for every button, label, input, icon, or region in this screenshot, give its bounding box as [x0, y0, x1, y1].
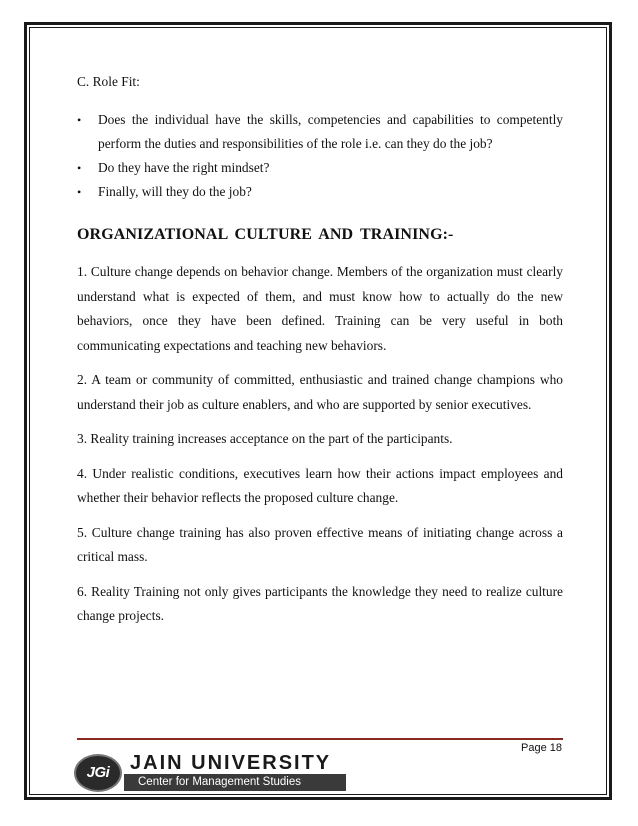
role-fit-bullet-mindset: [77, 156, 563, 180]
paragraph-4: 4. Under realistic conditions, executives learn how their actions impact employees and whether their behavior reflects the proposed culture change.: [77, 465, 563, 505]
footer-rule: [77, 738, 563, 740]
role-fit-bullet-skills: [77, 108, 563, 156]
paragraph-1: 1. Culture change depends on behavior change. Members of the organization must clearly understand what is expected of them, and must know how to actually do the new behaviors, once they have been defined. Training can be very useful in both communicating expectations and teaching new behaviors.: [77, 264, 563, 353]
bullet-text: Do they have the right mindset?: [98, 160, 270, 175]
jain-university-logo: [74, 752, 374, 794]
logo-tagline: Center for Management Studies: [124, 774, 346, 791]
paragraph-3: 3. Reality training increases acceptance on the part of the participants.: [77, 431, 453, 446]
bullet-dot-icon: •: [77, 185, 82, 199]
page-number: Page 18: [521, 742, 562, 754]
jgi-seal-icon: JGi: [74, 754, 122, 792]
bullet-text: Finally, will they do the job?: [98, 184, 252, 199]
logo-wordmark: JAIN UNIVERSITY: [130, 752, 332, 774]
section-heading: ORGANIZATIONAL CULTURE AND TRAINING:-: [77, 226, 454, 243]
role-fit-heading: C. Role Fit:: [77, 74, 140, 89]
paragraph-6: 6. Reality Training not only gives participants the knowledge they need to realize culture change projects.: [77, 583, 563, 623]
paragraph-2: 2. A team or community of committed, enthusiastic and trained change champions who understand their job as culture enablers, and who are supported by senior executives.: [77, 372, 563, 412]
paragraph-5: 5. Culture change training has also proven effective means of initiating change across a critical mass.: [77, 524, 563, 564]
role-fit-bullet-do-job: [77, 180, 563, 204]
role-fit-bullet-list: [77, 108, 563, 204]
bullet-text: Does the individual have the skills, competencies and capabilities to competently perform the duties and responsibilities of the role i.e. can they do the job?: [98, 112, 563, 151]
bullet-dot-icon: •: [77, 161, 82, 175]
bullet-dot-icon: •: [77, 113, 82, 127]
page-content: [77, 70, 563, 639]
